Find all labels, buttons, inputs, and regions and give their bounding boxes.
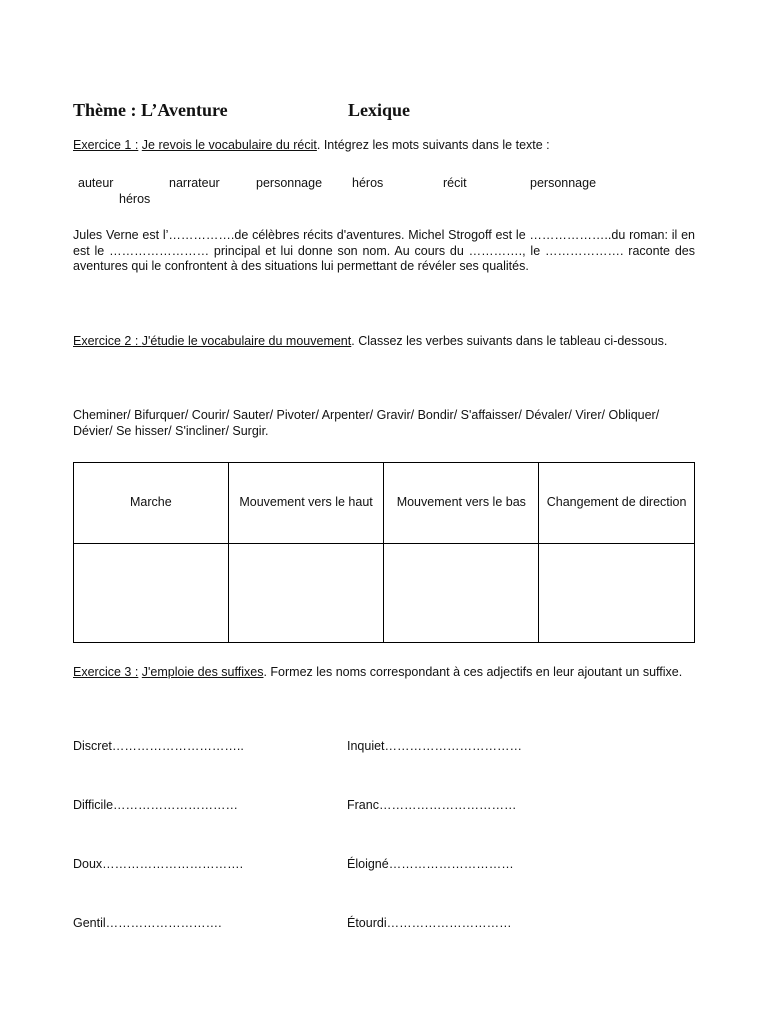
exercise-3-topic: J'emploie des suffixes: [141, 665, 264, 679]
word-bank-item: héros: [352, 176, 384, 190]
table-answer-cell[interactable]: [74, 544, 229, 643]
table-row: [74, 544, 695, 643]
table-header-cell: Mouvement vers le bas: [384, 463, 539, 544]
exercise-2-verb-list: Cheminer/ Bifurquer/ Courir/ Sauter/ Pivoter/ Arpenter/ Gravir/ Bondir/ S'affaisser/ Dévaler/ Virer/ Obliquer/ Dévier/ Se hisser/ S'incliner/ Surgir.: [73, 408, 660, 438]
exercise-2-label: Exercice 2 :: [73, 334, 142, 348]
exercise-2-heading: [73, 334, 695, 350]
exercise-3-instruction: . Formez les noms correspondant à ces adjectifs en leur ajoutant un suffixe.: [263, 665, 683, 679]
word-bank-item: personnage: [256, 176, 323, 190]
table-header-row: [74, 463, 695, 544]
exercise-1-topic: Je revois le vocabulaire du récit: [141, 138, 317, 152]
word-bank-item: héros: [119, 192, 151, 206]
suffix-item: Éloigné…………………………: [347, 857, 514, 871]
exercise-3-label: Exercice 3 :: [73, 665, 139, 679]
exercise-1-label: Exercice 1 :: [73, 138, 139, 152]
exercise-1-instruction: . Intégrez les mots suivants dans le texte :: [316, 138, 550, 152]
table-answer-cell[interactable]: [384, 544, 539, 643]
table-answer-cell[interactable]: [228, 544, 384, 643]
exercise-3-heading: [73, 665, 695, 681]
word-bank-item: récit: [443, 176, 467, 190]
word-bank-item: auteur: [78, 176, 114, 190]
page-subtitle: Lexique: [348, 100, 411, 120]
suffix-item: Difficile…………………………: [73, 798, 239, 812]
table-header-cell: Mouvement vers le haut: [228, 463, 384, 544]
suffix-item: Inquiet……………………………: [347, 739, 523, 753]
table-answer-cell[interactable]: [539, 544, 695, 643]
suffix-item: Franc……………………………: [347, 798, 517, 812]
exercise-1-heading: [73, 138, 550, 154]
exercise-2-instruction: . Classez les verbes suivants dans le tableau ci-dessous.: [351, 334, 668, 348]
table-header-cell: Changement de direction: [539, 463, 695, 544]
exercise-1-word-bank: [0, 176, 768, 210]
page-title: Thème : L’Aventure: [73, 100, 228, 120]
word-bank-item: narrateur: [169, 176, 220, 190]
exercise-1-text: Jules Verne est l’…………….de célèbres récits d'aventures. Michel Strogoff est le ………………..du roman: il en est le …………………… principal et lui donne son nom. Au cours du …………., le ………………. raconte des aventures qui le confrontent à des situations lui permettant de révéler ses qualités.: [73, 228, 695, 273]
suffix-item: Gentil……………………….: [73, 916, 222, 930]
table-header-cell: Marche: [74, 463, 229, 544]
movement-table: [73, 462, 695, 643]
word-bank-item: personnage: [530, 176, 597, 190]
suffix-item: Discret…………………………..: [73, 739, 244, 753]
suffix-item: Étourdi…………………………: [347, 916, 512, 930]
suffix-item: Doux…………………………….: [73, 857, 244, 871]
exercise-2-topic: J'étudie le vocabulaire du mouvement: [141, 334, 352, 348]
